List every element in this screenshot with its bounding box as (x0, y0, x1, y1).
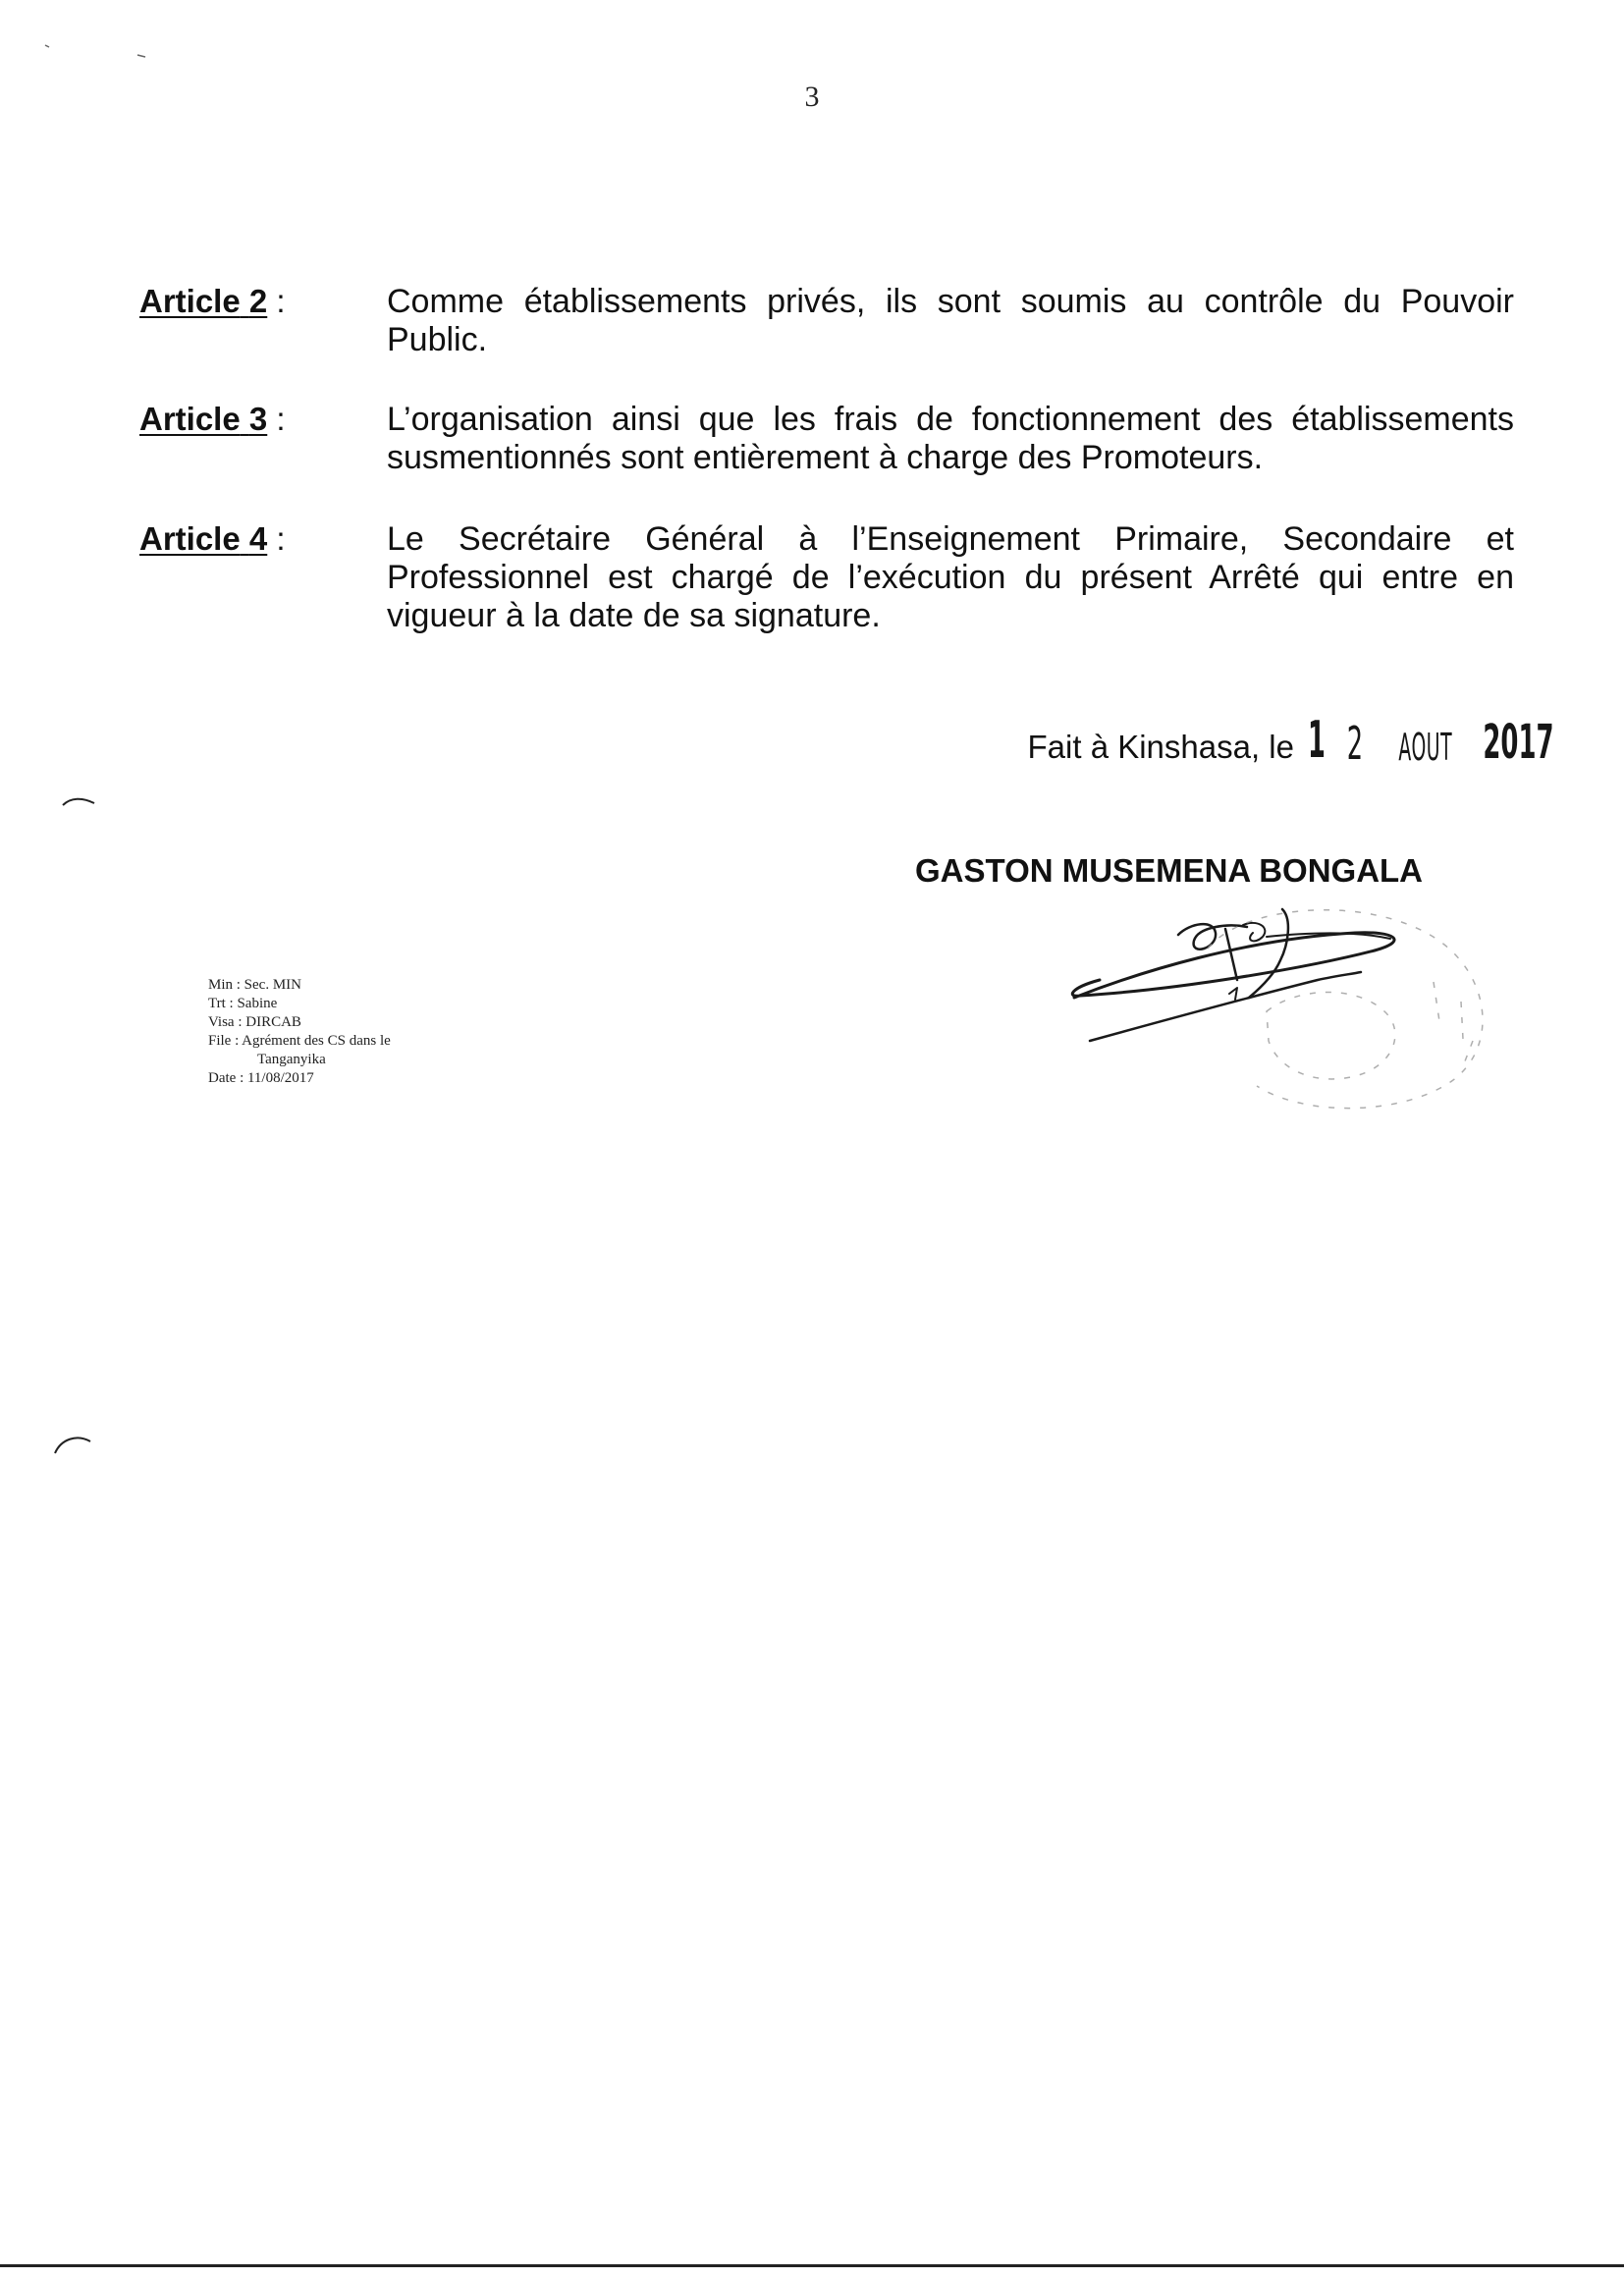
article-colon: : (276, 401, 286, 437)
memo-min: Min : Sec. MIN (208, 977, 301, 993)
memo-date: Date : 11/08/2017 (208, 1070, 314, 1086)
article-3-text: L’organisation ainsi que les frais de fonctionnement des établissements susmentionnés sont entièrement à charge des Promoteurs. (387, 401, 1514, 476)
date-stamp-day-1: 1 (1308, 711, 1326, 770)
signature-image (1060, 894, 1532, 1119)
article-colon: : (276, 520, 286, 557)
article-word: Article (139, 283, 241, 319)
article-number: 3 (248, 401, 268, 437)
article-3-label (139, 401, 375, 438)
scan-mark (53, 1430, 92, 1457)
date-stamp-year: 2017 (1483, 715, 1554, 770)
article-2-label (139, 283, 375, 320)
memo-file: File : Agrément des CS dans le (208, 1033, 391, 1049)
memo-visa: Visa : DIRCAB (208, 1014, 301, 1030)
date-stamp-day-2: 2 (1346, 717, 1364, 770)
article-colon: : (276, 283, 286, 319)
date-stamp-month: AOUT (1398, 726, 1453, 769)
scan-edge-line (0, 2264, 1624, 2267)
memo-trt: Trt : Sabine (208, 996, 278, 1011)
page-number: 3 (804, 81, 820, 113)
article-number: 2 (248, 283, 268, 319)
article-4-label (139, 520, 375, 558)
article-4-text: Le Secrétaire Général à l’Enseignement Primaire, Secondaire et Professionnel est chargé de l’exécution du présent Arrêté qui entre en vigueur à la date de sa signature. (387, 520, 1514, 634)
memo-file-continued: Tanganyika (257, 1052, 326, 1067)
date-stamp (1304, 711, 1554, 770)
article-2-text: Comme établissements privés, ils sont soumis au contrôle du Pouvoir Public. (387, 283, 1514, 358)
closing-place-text: Fait à Kinshasa, le (1027, 729, 1294, 765)
article-word: Article (139, 520, 241, 557)
article-word: Article (139, 401, 241, 437)
scan-mark (43, 41, 151, 61)
closing-place-date (1027, 711, 1554, 770)
signer-name: GASTON MUSEMENA BONGALA (915, 852, 1424, 889)
scan-mark (61, 793, 96, 809)
routing-memo (208, 976, 391, 1088)
article-number: 4 (248, 520, 268, 557)
